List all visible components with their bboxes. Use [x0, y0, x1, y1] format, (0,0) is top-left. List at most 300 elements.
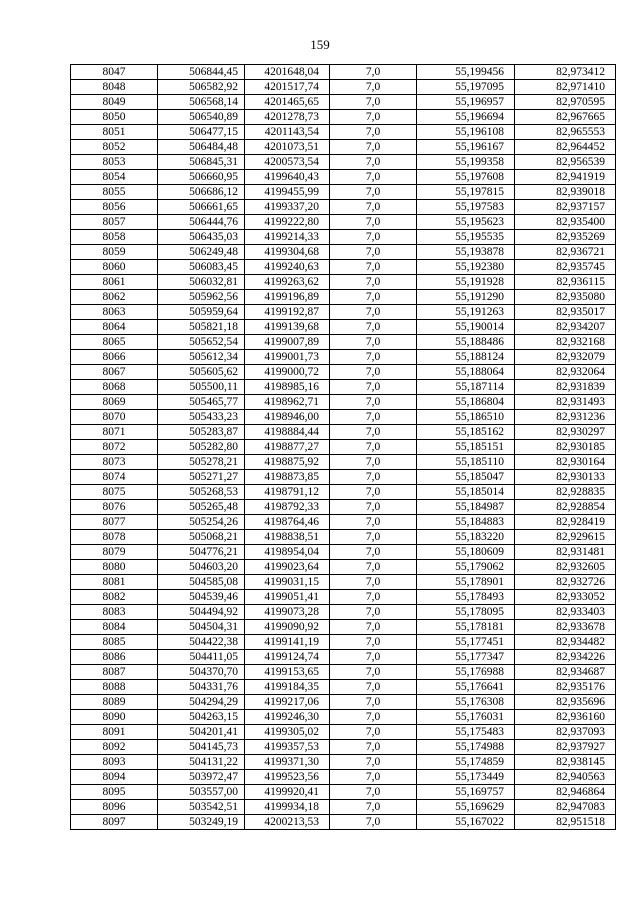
- point-number-cell: 8092: [71, 740, 158, 755]
- y-coordinate-cell: 4199023,64: [245, 560, 330, 575]
- value-cell: 7,0: [330, 815, 417, 830]
- y-coordinate-cell: 4199001,73: [245, 350, 330, 365]
- y-coordinate-cell: 4199073,28: [245, 605, 330, 620]
- latitude-cell: 55,177451: [417, 635, 515, 650]
- y-coordinate-cell: 4199196,89: [245, 290, 330, 305]
- value-cell: 7,0: [330, 740, 417, 755]
- x-coordinate-cell: 506660,95: [158, 170, 245, 185]
- point-number-cell: 8072: [71, 440, 158, 455]
- y-coordinate-cell: 4198884,44: [245, 425, 330, 440]
- x-coordinate-cell: 504422,38: [158, 635, 245, 650]
- point-number-cell: 8084: [71, 620, 158, 635]
- latitude-cell: 55,191263: [417, 305, 515, 320]
- latitude-cell: 55,199456: [417, 65, 515, 80]
- longitude-cell: 82,941919: [515, 170, 616, 185]
- value-cell: 7,0: [330, 335, 417, 350]
- y-coordinate-cell: 4198962,71: [245, 395, 330, 410]
- value-cell: 7,0: [330, 140, 417, 155]
- x-coordinate-cell: 506568,14: [158, 95, 245, 110]
- y-coordinate-cell: 4199184,35: [245, 680, 330, 695]
- value-cell: 7,0: [330, 485, 417, 500]
- value-cell: 7,0: [330, 710, 417, 725]
- value-cell: 7,0: [330, 425, 417, 440]
- latitude-cell: 55,199358: [417, 155, 515, 170]
- longitude-cell: 82,946864: [515, 785, 616, 800]
- value-cell: 7,0: [330, 500, 417, 515]
- longitude-cell: 82,938145: [515, 755, 616, 770]
- longitude-cell: 82,935745: [515, 260, 616, 275]
- table-row: [71, 395, 616, 410]
- table-row: [71, 575, 616, 590]
- x-coordinate-cell: 504585,08: [158, 575, 245, 590]
- longitude-cell: 82,932079: [515, 350, 616, 365]
- longitude-cell: 82,935696: [515, 695, 616, 710]
- value-cell: 7,0: [330, 530, 417, 545]
- y-coordinate-cell: 4201517,74: [245, 80, 330, 95]
- longitude-cell: 82,931839: [515, 380, 616, 395]
- table-row: [71, 80, 616, 95]
- table-row: [71, 815, 616, 830]
- x-coordinate-cell: 504776,21: [158, 545, 245, 560]
- point-number-cell: 8083: [71, 605, 158, 620]
- x-coordinate-cell: 504263,15: [158, 710, 245, 725]
- latitude-cell: 55,176641: [417, 680, 515, 695]
- longitude-cell: 82,936115: [515, 275, 616, 290]
- table-row: [71, 695, 616, 710]
- x-coordinate-cell: 506484,48: [158, 140, 245, 155]
- value-cell: 7,0: [330, 215, 417, 230]
- point-number-cell: 8070: [71, 410, 158, 425]
- longitude-cell: 82,935400: [515, 215, 616, 230]
- longitude-cell: 82,971410: [515, 80, 616, 95]
- x-coordinate-cell: 504131,22: [158, 755, 245, 770]
- point-number-cell: 8058: [71, 230, 158, 245]
- y-coordinate-cell: 4198792,33: [245, 500, 330, 515]
- point-number-cell: 8097: [71, 815, 158, 830]
- point-number-cell: 8053: [71, 155, 158, 170]
- table-row: [71, 230, 616, 245]
- latitude-cell: 55,178493: [417, 590, 515, 605]
- latitude-cell: 55,196957: [417, 95, 515, 110]
- longitude-cell: 82,931236: [515, 410, 616, 425]
- latitude-cell: 55,174859: [417, 755, 515, 770]
- point-number-cell: 8050: [71, 110, 158, 125]
- longitude-cell: 82,935176: [515, 680, 616, 695]
- x-coordinate-cell: 505268,53: [158, 485, 245, 500]
- table-row: [71, 455, 616, 470]
- x-coordinate-cell: 506032,81: [158, 275, 245, 290]
- longitude-cell: 82,930297: [515, 425, 616, 440]
- point-number-cell: 8056: [71, 200, 158, 215]
- value-cell: 7,0: [330, 245, 417, 260]
- value-cell: 7,0: [330, 695, 417, 710]
- value-cell: 7,0: [330, 650, 417, 665]
- value-cell: 7,0: [330, 725, 417, 740]
- value-cell: 7,0: [330, 260, 417, 275]
- y-coordinate-cell: 4199246,30: [245, 710, 330, 725]
- latitude-cell: 55,188064: [417, 365, 515, 380]
- longitude-cell: 82,947083: [515, 800, 616, 815]
- x-coordinate-cell: 504603,20: [158, 560, 245, 575]
- longitude-cell: 82,928419: [515, 515, 616, 530]
- latitude-cell: 55,174988: [417, 740, 515, 755]
- longitude-cell: 82,965553: [515, 125, 616, 140]
- value-cell: 7,0: [330, 65, 417, 80]
- latitude-cell: 55,178181: [417, 620, 515, 635]
- x-coordinate-cell: 505068,21: [158, 530, 245, 545]
- x-coordinate-cell: 505283,87: [158, 425, 245, 440]
- point-number-cell: 8086: [71, 650, 158, 665]
- y-coordinate-cell: 4199305,02: [245, 725, 330, 740]
- longitude-cell: 82,933403: [515, 605, 616, 620]
- value-cell: 7,0: [330, 665, 417, 680]
- table-row: [71, 110, 616, 125]
- y-coordinate-cell: 4199920,41: [245, 785, 330, 800]
- y-coordinate-cell: 4198764,46: [245, 515, 330, 530]
- point-number-cell: 8063: [71, 305, 158, 320]
- longitude-cell: 82,932064: [515, 365, 616, 380]
- point-number-cell: 8064: [71, 320, 158, 335]
- longitude-cell: 82,937093: [515, 725, 616, 740]
- table-row: [71, 65, 616, 80]
- table-row: [71, 410, 616, 425]
- table-row: [71, 650, 616, 665]
- latitude-cell: 55,185047: [417, 470, 515, 485]
- latitude-cell: 55,173449: [417, 770, 515, 785]
- longitude-cell: 82,935269: [515, 230, 616, 245]
- table-row: [71, 500, 616, 515]
- latitude-cell: 55,185014: [417, 485, 515, 500]
- latitude-cell: 55,179062: [417, 560, 515, 575]
- table-row: [71, 200, 616, 215]
- longitude-cell: 82,956539: [515, 155, 616, 170]
- x-coordinate-cell: 506686,12: [158, 185, 245, 200]
- x-coordinate-cell: 504494,92: [158, 605, 245, 620]
- value-cell: 7,0: [330, 680, 417, 695]
- latitude-cell: 55,185110: [417, 455, 515, 470]
- latitude-cell: 55,191290: [417, 290, 515, 305]
- y-coordinate-cell: 4199007,89: [245, 335, 330, 350]
- table-row: [71, 185, 616, 200]
- x-coordinate-cell: 504294,29: [158, 695, 245, 710]
- value-cell: 7,0: [330, 575, 417, 590]
- latitude-cell: 55,187114: [417, 380, 515, 395]
- value-cell: 7,0: [330, 290, 417, 305]
- x-coordinate-cell: 504370,70: [158, 665, 245, 680]
- value-cell: 7,0: [330, 560, 417, 575]
- x-coordinate-cell: 505254,26: [158, 515, 245, 530]
- point-number-cell: 8071: [71, 425, 158, 440]
- point-number-cell: 8087: [71, 665, 158, 680]
- y-coordinate-cell: 4199263,62: [245, 275, 330, 290]
- y-coordinate-cell: 4198946,00: [245, 410, 330, 425]
- table-row: [71, 680, 616, 695]
- x-coordinate-cell: 506249,48: [158, 245, 245, 260]
- table-row: [71, 800, 616, 815]
- x-coordinate-cell: 503542,51: [158, 800, 245, 815]
- point-number-cell: 8095: [71, 785, 158, 800]
- latitude-cell: 55,197583: [417, 200, 515, 215]
- y-coordinate-cell: 4198791,12: [245, 485, 330, 500]
- x-coordinate-cell: 506582,92: [158, 80, 245, 95]
- latitude-cell: 55,196108: [417, 125, 515, 140]
- y-coordinate-cell: 4199031,15: [245, 575, 330, 590]
- value-cell: 7,0: [330, 170, 417, 185]
- x-coordinate-cell: 504201,41: [158, 725, 245, 740]
- y-coordinate-cell: 4201278,73: [245, 110, 330, 125]
- longitude-cell: 82,931493: [515, 395, 616, 410]
- latitude-cell: 55,185162: [417, 425, 515, 440]
- point-number-cell: 8078: [71, 530, 158, 545]
- x-coordinate-cell: 505612,34: [158, 350, 245, 365]
- point-number-cell: 8077: [71, 515, 158, 530]
- point-number-cell: 8089: [71, 695, 158, 710]
- table-row: [71, 245, 616, 260]
- point-number-cell: 8090: [71, 710, 158, 725]
- y-coordinate-cell: 4199222,80: [245, 215, 330, 230]
- y-coordinate-cell: 4199214,33: [245, 230, 330, 245]
- x-coordinate-cell: 504411,05: [158, 650, 245, 665]
- latitude-cell: 55,196167: [417, 140, 515, 155]
- latitude-cell: 55,190014: [417, 320, 515, 335]
- point-number-cell: 8062: [71, 290, 158, 305]
- value-cell: 7,0: [330, 620, 417, 635]
- latitude-cell: 55,197608: [417, 170, 515, 185]
- y-coordinate-cell: 4199523,56: [245, 770, 330, 785]
- latitude-cell: 55,188124: [417, 350, 515, 365]
- longitude-cell: 82,932605: [515, 560, 616, 575]
- value-cell: 7,0: [330, 230, 417, 245]
- value-cell: 7,0: [330, 755, 417, 770]
- y-coordinate-cell: 4198954,04: [245, 545, 330, 560]
- x-coordinate-cell: 506661,65: [158, 200, 245, 215]
- longitude-cell: 82,935080: [515, 290, 616, 305]
- table-row: [71, 785, 616, 800]
- table-row: [71, 605, 616, 620]
- x-coordinate-cell: 506477,15: [158, 125, 245, 140]
- y-coordinate-cell: 4199640,43: [245, 170, 330, 185]
- longitude-cell: 82,936721: [515, 245, 616, 260]
- longitude-cell: 82,940563: [515, 770, 616, 785]
- x-coordinate-cell: 505278,21: [158, 455, 245, 470]
- point-number-cell: 8061: [71, 275, 158, 290]
- longitude-cell: 82,934482: [515, 635, 616, 650]
- point-number-cell: 8066: [71, 350, 158, 365]
- y-coordinate-cell: 4201465,65: [245, 95, 330, 110]
- point-number-cell: 8075: [71, 485, 158, 500]
- y-coordinate-cell: 4199139,68: [245, 320, 330, 335]
- latitude-cell: 55,167022: [417, 815, 515, 830]
- latitude-cell: 55,180609: [417, 545, 515, 560]
- point-number-cell: 8080: [71, 560, 158, 575]
- x-coordinate-cell: 505605,62: [158, 365, 245, 380]
- longitude-cell: 82,939018: [515, 185, 616, 200]
- table-row: [71, 755, 616, 770]
- latitude-cell: 55,197815: [417, 185, 515, 200]
- y-coordinate-cell: 4198877,27: [245, 440, 330, 455]
- longitude-cell: 82,928854: [515, 500, 616, 515]
- x-coordinate-cell: 506844,45: [158, 65, 245, 80]
- longitude-cell: 82,964452: [515, 140, 616, 155]
- point-number-cell: 8094: [71, 770, 158, 785]
- table-row: [71, 290, 616, 305]
- x-coordinate-cell: 504504,31: [158, 620, 245, 635]
- value-cell: 7,0: [330, 605, 417, 620]
- longitude-cell: 82,934687: [515, 665, 616, 680]
- value-cell: 7,0: [330, 770, 417, 785]
- x-coordinate-cell: 503972,47: [158, 770, 245, 785]
- y-coordinate-cell: 4199217,06: [245, 695, 330, 710]
- point-number-cell: 8088: [71, 680, 158, 695]
- latitude-cell: 55,197095: [417, 80, 515, 95]
- point-number-cell: 8085: [71, 635, 158, 650]
- point-number-cell: 8067: [71, 365, 158, 380]
- x-coordinate-cell: 504539,46: [158, 590, 245, 605]
- longitude-cell: 82,937927: [515, 740, 616, 755]
- latitude-cell: 55,178095: [417, 605, 515, 620]
- coordinates-table: [70, 64, 616, 830]
- point-number-cell: 8060: [71, 260, 158, 275]
- longitude-cell: 82,970595: [515, 95, 616, 110]
- latitude-cell: 55,176308: [417, 695, 515, 710]
- table-row: [71, 665, 616, 680]
- value-cell: 7,0: [330, 155, 417, 170]
- longitude-cell: 82,933678: [515, 620, 616, 635]
- longitude-cell: 82,932168: [515, 335, 616, 350]
- x-coordinate-cell: 506435,03: [158, 230, 245, 245]
- value-cell: 7,0: [330, 110, 417, 125]
- point-number-cell: 8068: [71, 380, 158, 395]
- y-coordinate-cell: 4199357,53: [245, 740, 330, 755]
- x-coordinate-cell: 505652,54: [158, 335, 245, 350]
- y-coordinate-cell: 4199934,18: [245, 800, 330, 815]
- y-coordinate-cell: 4201648,04: [245, 65, 330, 80]
- point-number-cell: 8074: [71, 470, 158, 485]
- x-coordinate-cell: 506444,76: [158, 215, 245, 230]
- y-coordinate-cell: 4199051,41: [245, 590, 330, 605]
- x-coordinate-cell: 505962,56: [158, 290, 245, 305]
- latitude-cell: 55,175483: [417, 725, 515, 740]
- value-cell: 7,0: [330, 95, 417, 110]
- x-coordinate-cell: 504331,76: [158, 680, 245, 695]
- table-row: [71, 260, 616, 275]
- latitude-cell: 55,196694: [417, 110, 515, 125]
- point-number-cell: 8069: [71, 395, 158, 410]
- coordinates-table-body: [71, 65, 616, 830]
- value-cell: 7,0: [330, 440, 417, 455]
- table-row: [71, 95, 616, 110]
- y-coordinate-cell: 4200573,54: [245, 155, 330, 170]
- latitude-cell: 55,185151: [417, 440, 515, 455]
- x-coordinate-cell: 505433,23: [158, 410, 245, 425]
- x-coordinate-cell: 505271,27: [158, 470, 245, 485]
- longitude-cell: 82,930133: [515, 470, 616, 485]
- point-number-cell: 8055: [71, 185, 158, 200]
- y-coordinate-cell: 4199124,74: [245, 650, 330, 665]
- point-number-cell: 8051: [71, 125, 158, 140]
- latitude-cell: 55,177347: [417, 650, 515, 665]
- longitude-cell: 82,936160: [515, 710, 616, 725]
- point-number-cell: 8057: [71, 215, 158, 230]
- page-number: 159: [310, 37, 330, 52]
- latitude-cell: 55,176031: [417, 710, 515, 725]
- x-coordinate-cell: 505465,77: [158, 395, 245, 410]
- x-coordinate-cell: 503249,19: [158, 815, 245, 830]
- latitude-cell: 55,188486: [417, 335, 515, 350]
- table-row: [71, 515, 616, 530]
- longitude-cell: 82,935017: [515, 305, 616, 320]
- table-row: [71, 620, 616, 635]
- value-cell: 7,0: [330, 800, 417, 815]
- value-cell: 7,0: [330, 200, 417, 215]
- table-row: [71, 530, 616, 545]
- x-coordinate-cell: 505959,64: [158, 305, 245, 320]
- point-number-cell: 8096: [71, 800, 158, 815]
- value-cell: 7,0: [330, 125, 417, 140]
- table-row: [71, 470, 616, 485]
- x-coordinate-cell: 506845,31: [158, 155, 245, 170]
- latitude-cell: 55,169757: [417, 785, 515, 800]
- table-row: [71, 350, 616, 365]
- longitude-cell: 82,951518: [515, 815, 616, 830]
- value-cell: 7,0: [330, 350, 417, 365]
- y-coordinate-cell: 4198985,16: [245, 380, 330, 395]
- point-number-cell: 8065: [71, 335, 158, 350]
- y-coordinate-cell: 4198873,85: [245, 470, 330, 485]
- table-row: [71, 305, 616, 320]
- y-coordinate-cell: 4199304,68: [245, 245, 330, 260]
- x-coordinate-cell: 506083,45: [158, 260, 245, 275]
- y-coordinate-cell: 4199000,72: [245, 365, 330, 380]
- point-number-cell: 8059: [71, 245, 158, 260]
- table-row: [71, 545, 616, 560]
- point-number-cell: 8076: [71, 500, 158, 515]
- latitude-cell: 55,195623: [417, 215, 515, 230]
- y-coordinate-cell: 4198875,92: [245, 455, 330, 470]
- longitude-cell: 82,931481: [515, 545, 616, 560]
- y-coordinate-cell: 4199337,20: [245, 200, 330, 215]
- point-number-cell: 8073: [71, 455, 158, 470]
- table-row: [71, 365, 616, 380]
- value-cell: 7,0: [330, 590, 417, 605]
- y-coordinate-cell: 4199455,99: [245, 185, 330, 200]
- latitude-cell: 55,195535: [417, 230, 515, 245]
- longitude-cell: 82,929615: [515, 530, 616, 545]
- longitude-cell: 82,934207: [515, 320, 616, 335]
- point-number-cell: 8052: [71, 140, 158, 155]
- longitude-cell: 82,933052: [515, 590, 616, 605]
- point-number-cell: 8079: [71, 545, 158, 560]
- table-row: [71, 335, 616, 350]
- longitude-cell: 82,930164: [515, 455, 616, 470]
- value-cell: 7,0: [330, 470, 417, 485]
- table-row: [71, 635, 616, 650]
- longitude-cell: 82,928835: [515, 485, 616, 500]
- table-row: [71, 440, 616, 455]
- latitude-cell: 55,192380: [417, 260, 515, 275]
- latitude-cell: 55,193878: [417, 245, 515, 260]
- point-number-cell: 8091: [71, 725, 158, 740]
- latitude-cell: 55,191928: [417, 275, 515, 290]
- table-row: [71, 170, 616, 185]
- x-coordinate-cell: 505500,11: [158, 380, 245, 395]
- longitude-cell: 82,937157: [515, 200, 616, 215]
- value-cell: 7,0: [330, 320, 417, 335]
- y-coordinate-cell: 4199153,65: [245, 665, 330, 680]
- latitude-cell: 55,186804: [417, 395, 515, 410]
- table-row: [71, 140, 616, 155]
- longitude-cell: 82,932726: [515, 575, 616, 590]
